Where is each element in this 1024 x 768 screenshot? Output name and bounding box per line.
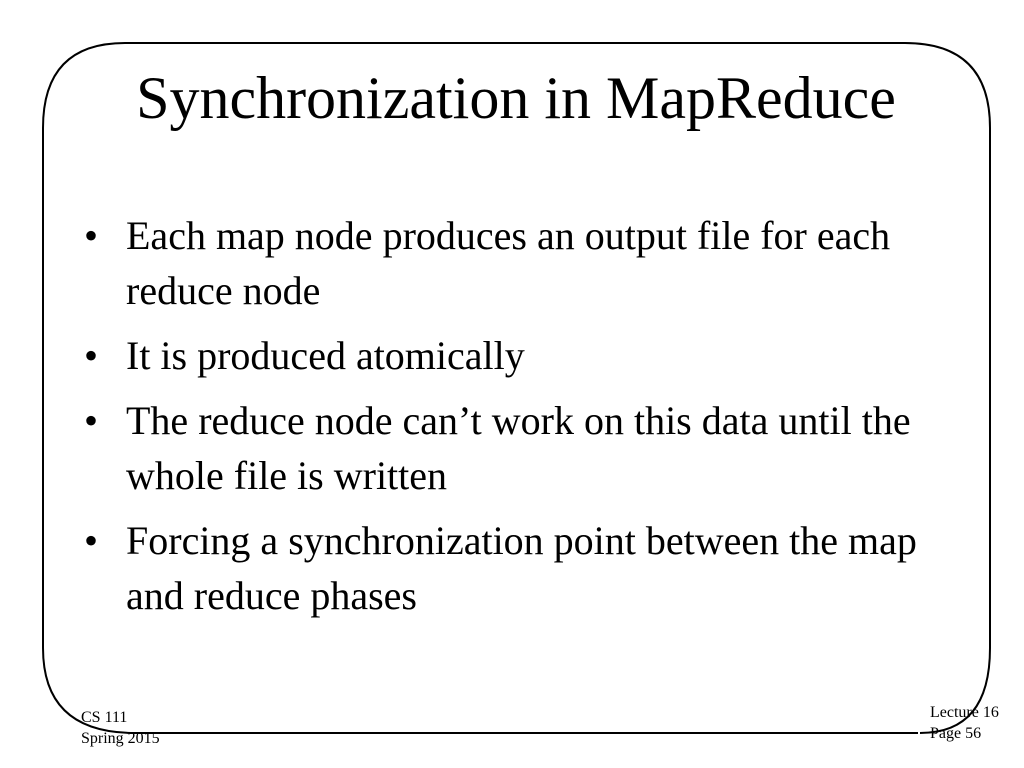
bullet-text: Forcing a synchronization point between the map and reduce phases <box>126 518 917 618</box>
bullet-dot: • <box>84 398 99 443</box>
bullet-dot: • <box>84 518 99 563</box>
footer-course-info <box>81 707 160 749</box>
footer-course: CS 111 <box>81 709 128 726</box>
bullet-text: It is produced atomically <box>126 333 525 378</box>
bullet-item <box>84 328 964 383</box>
bullet-item <box>84 513 964 623</box>
footer-term: Spring 2015 <box>81 730 160 747</box>
bullet-dot: • <box>84 213 99 258</box>
bullet-text: The reduce node can’t work on this data until the whole file is written <box>126 398 911 498</box>
bullet-dot: • <box>84 333 99 378</box>
footer-lecture: Lecture 16 <box>930 704 999 721</box>
footer-page-number: Page 56 <box>930 725 982 742</box>
bullet-item <box>84 208 964 318</box>
footer-lecture-info <box>930 702 999 744</box>
bullet-item <box>84 393 964 503</box>
slide-title: Synchronization in MapReduce <box>136 65 896 131</box>
bullet-text: Each map node produces an output file for each reduce node <box>126 213 891 313</box>
bullet-list <box>84 208 964 633</box>
